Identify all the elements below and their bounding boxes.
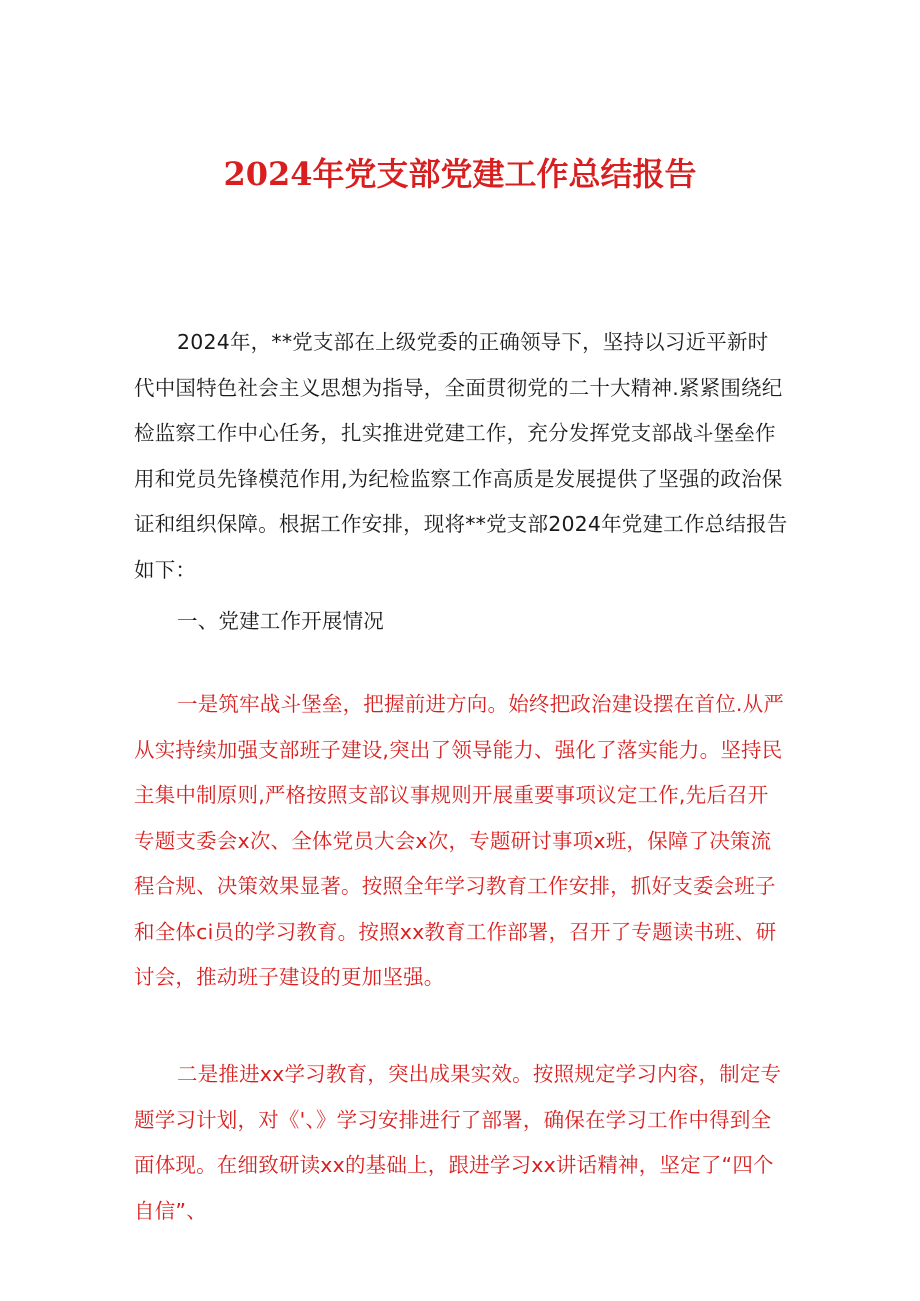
section-heading: 一、党建工作开展情况 [177,609,384,633]
paragraph-two: 二是推进xx学习教育，突出成果实效。按照规定学习内容，制定专题学习计划，对《'、》学习安排进行了部署，确保在学习工作中得到全面体现。在细致研读xx的基础上，跟进学习xx讲话精神，坚定了“四个自信”、 [134,1062,782,1223]
paragraph-one: 一是筑牢战斗堡垒，把握前进方向。始终把政治建设摆在首位.从严从实持续加强支部班子建设,突出了领导能力、强化了落实能力。坚持民主集中制原则,严格按照支部议事规则开展重要事项议定工作,先后召开专题支委会x次、全体党员大会x次，专题研讨事项x班，保障了决策流程合规、决策效果显著。按照全年学习教育工作安排，抓好支委会班子和全体ci员的学习教育。按照xx教育工作部署，召开了专题读书班、研讨会，推动班子建设的更加坚强。 [134,692,785,989]
intro-paragraph: 2024年，**党支部在上级党委的正确领导下，坚持以习近平新时代中国特色社会主义思想为指导，全面贯彻党的二十大精神.紧紧围绕纪检监察工作中心任务，扎实推进党建工作，充分发挥党支部战斗堡垒作用和党员先锋模范作用,为纪检监察工作高质是发展提供了坚强的政治保证和组织保障。根据工作安排，现将**党支部2024年党建工作总结报告如下： [134,330,788,582]
document-title: 2024年党支部党建工作总结报告 [223,155,697,193]
